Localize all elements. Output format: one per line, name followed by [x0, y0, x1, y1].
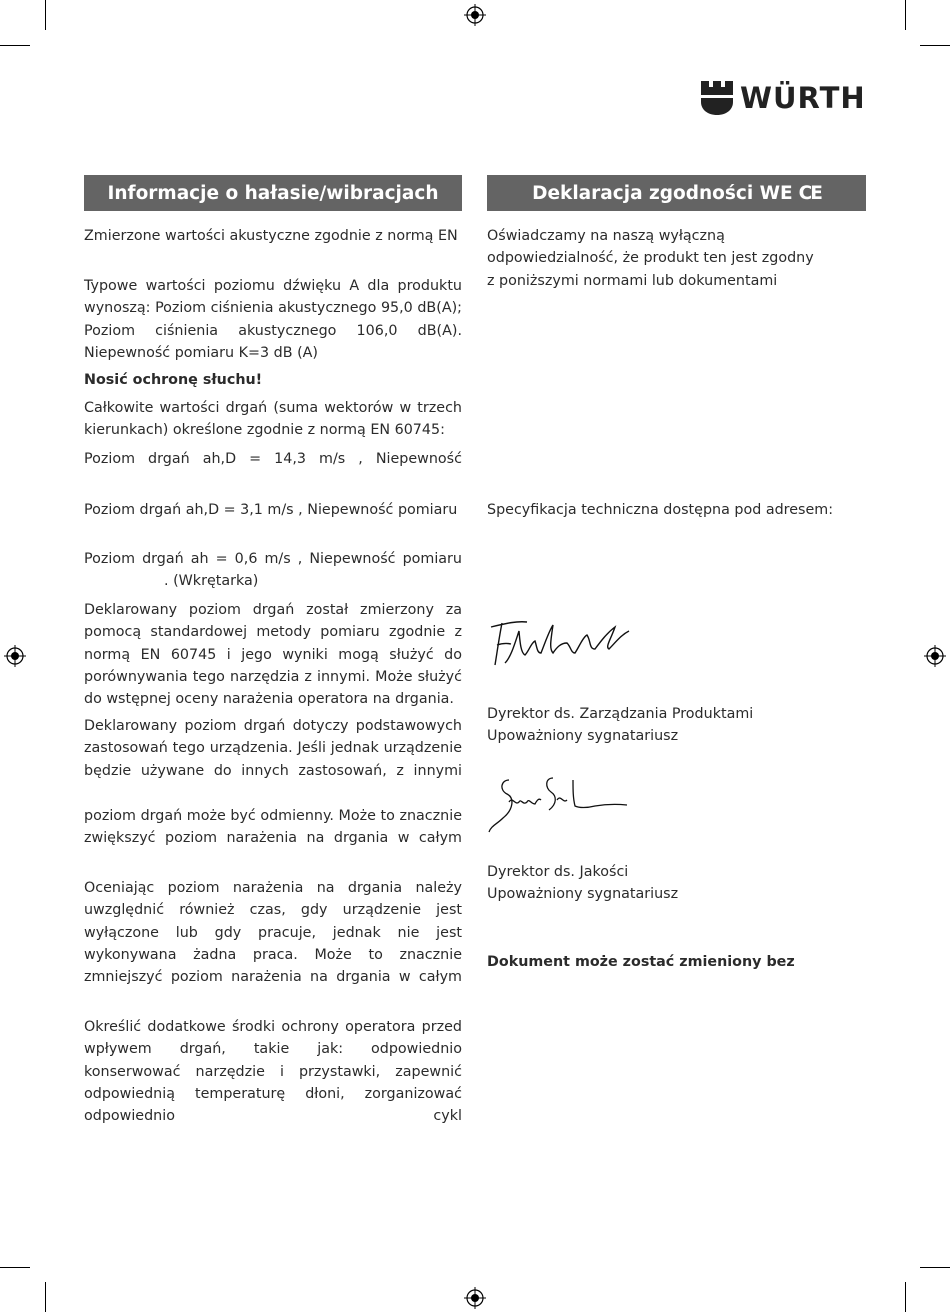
- paragraph: Deklarowany poziom drgań został zmierzony za pomocą standardowej metody pomiaru zgodnie z normą EN 60745 i jego wyniki mogą służyć do porównywania tego narzędzia z innymi. Może służyć do wstępnej oceny narażenia operatora na drgania.: [84, 602, 462, 708]
- paragraph: Specyfikacja techniczna dostępna pod adresem:: [487, 502, 834, 518]
- crop-mark: [920, 45, 950, 46]
- paragraph: [487, 225, 866, 292]
- wurth-logo-icon: [700, 80, 734, 116]
- section-header-text: Deklaracja zgodności WE: [532, 182, 793, 204]
- paragraph: [487, 861, 866, 906]
- brand-logo: [700, 80, 866, 116]
- paragraph: Poziom drgań ah = 0,6 m/s , Niepewność pomiaru: [84, 551, 462, 567]
- signatory-title: Dyrektor ds. Zarządzania Produktami: [487, 706, 754, 722]
- paragraph: Poziom drgań ah,D = 14,3 m/s , Niepewność: [84, 451, 462, 467]
- crop-mark: [920, 1267, 950, 1268]
- registration-mark-icon: [924, 645, 946, 667]
- signature-quality: [487, 770, 632, 835]
- paragraph: Całkowite wartości drgań (suma wektorów w trzech kierunkach) określone zgodnie z normą EN 60745:: [84, 400, 462, 439]
- noise-vibration-section: [84, 175, 462, 1125]
- signatory-title: Dyrektor ds. Jakości: [487, 864, 629, 880]
- paragraph: Oceniając poziom narażenia na drgania należy uwzględnić również czas, gdy urządzenie jest wyłączone lub gdy pracuje, jednak nie jest wykonywana żadna praca. Może to znacznie zmniejszyć poziom narażenia na drgania w całym: [84, 880, 462, 986]
- signatory-role: Upoważniony sygnatariusz: [487, 728, 679, 745]
- paragraph: Deklarowany poziom drgań dotyczy podstawowych zastosowań tego urządzenia. Jeśli jednak urządzenie będzie używane do innych zastosowań, z innymi: [84, 718, 462, 779]
- declaration-section: [487, 175, 866, 970]
- warning-text: Nosić ochronę słuchu!: [84, 372, 263, 388]
- paragraph: Poziom drgań ah,D = 3,1 m/s , Niepewność pomiaru: [84, 502, 458, 518]
- paragraph: . (Wkrętarka): [164, 573, 259, 589]
- crop-mark: [0, 1267, 30, 1268]
- crop-mark: [45, 0, 46, 30]
- text-line: z poniższymi normami lub dokumentami: [487, 272, 778, 289]
- signatory-role: Upoważniony sygnatariusz: [487, 886, 679, 903]
- crop-mark: [0, 45, 30, 46]
- section-header: [487, 175, 866, 211]
- registration-mark-icon: [4, 645, 26, 667]
- signature-product-management: [487, 613, 637, 673]
- crop-mark: [905, 1282, 906, 1312]
- ce-mark: CE: [798, 182, 821, 204]
- paragraph: [487, 703, 866, 748]
- paragraph: Określić dodatkowe środki ochrony operatora przed wpływem drgań, takie jak: odpowiednio konserwować narzędzie i przystawki, zapewnić odpowiednią temperaturę dłoni, zorganizować odpowiednio cykl: [84, 1019, 462, 1125]
- paragraph: poziom drgań może być odmienny. Może to znacznie zwiększyć poziom narażenia na drgania w całym: [84, 808, 462, 847]
- disclaimer-text: Dokument może zostać zmieniony bez: [487, 954, 795, 970]
- crop-mark: [45, 1282, 46, 1312]
- brand-name: WÜRTH: [740, 80, 866, 115]
- registration-mark-icon: [464, 4, 486, 26]
- paragraph: Typowe wartości poziomu dźwięku A dla produktu wynoszą: Poziom ciśnienia akustycznego 95,0 dB(A); Poziom ciśnienia akustycznego 106,0 dB(A). Niepewność pomiaru K=3 dB (A): [84, 278, 462, 361]
- section-header: Informacje o hałasie/wibracjach: [84, 175, 462, 211]
- text-line: Oświadczamy na naszą wyłączną: [487, 228, 725, 244]
- registration-mark-icon: [464, 1287, 486, 1309]
- text-line: odpowiedzialność, że produkt ten jest zgodny: [487, 250, 814, 267]
- crop-mark: [905, 0, 906, 30]
- paragraph: Zmierzone wartości akustyczne zgodnie z normą EN: [84, 228, 458, 244]
